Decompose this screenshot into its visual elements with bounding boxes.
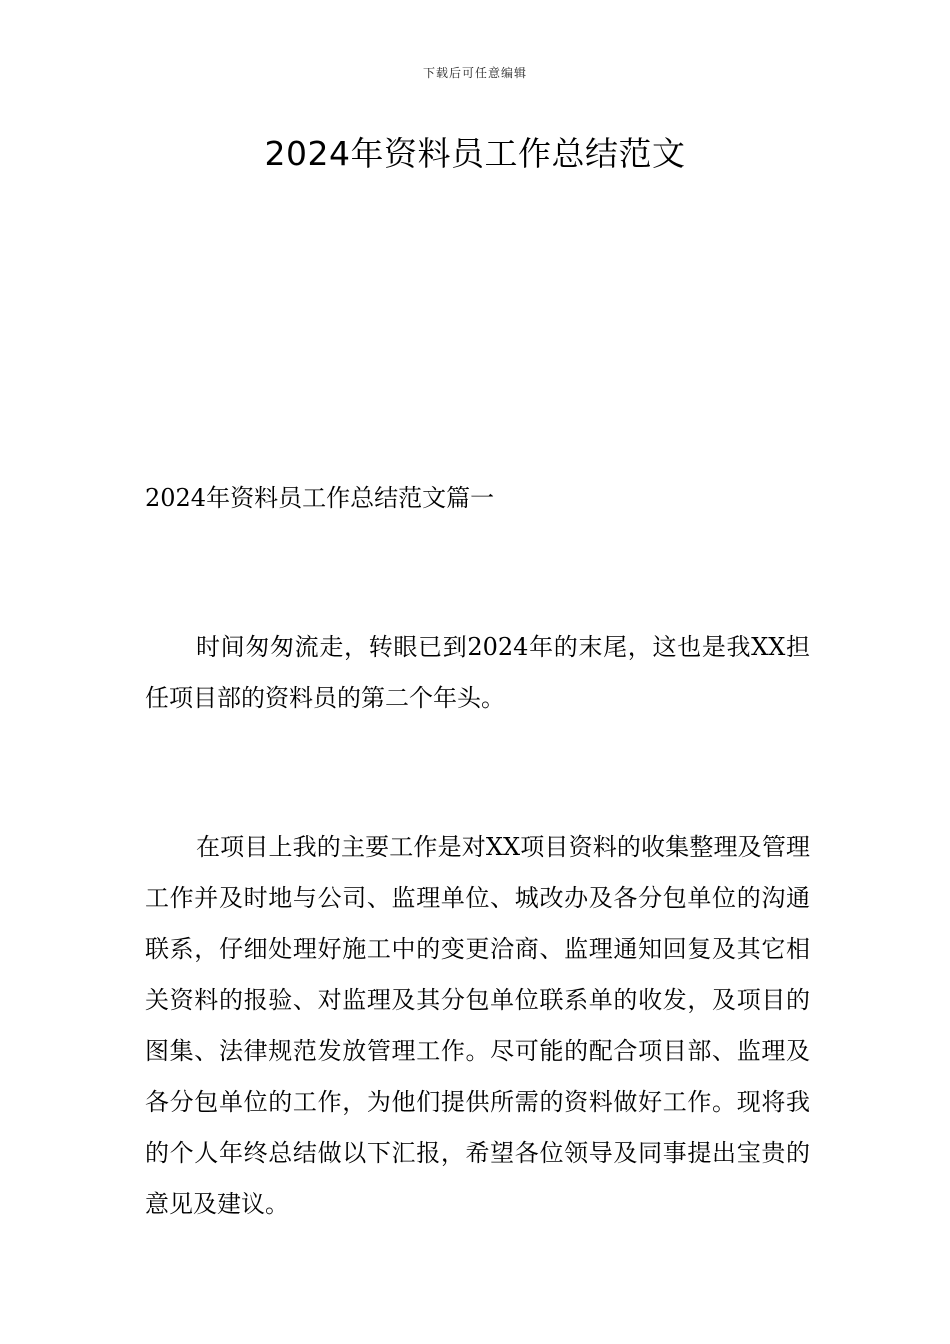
document-title: 2024年资料员工作总结范文 bbox=[264, 134, 686, 173]
header-note: 下载后可任意编辑 bbox=[422, 66, 527, 80]
body-paragraph: 时间匆匆流走，转眼已到2024年的末尾，这也是我XX担任项目部的资料员的第二个年头。 bbox=[145, 633, 810, 712]
body-paragraph: 在项目上我的主要工作是对XX项目资料的收集整理及管理工作并及时地与公司、监理单位、城改办及各分包单位的沟通联系，仔细处理好施工中的变更洽商、监理通知回复及其它相关资料的报验、对监理及其分包单位联系单的收发，及项目的图集、法律规范发放管理工作。尽可能的配合项目部、监理及各分包单位的工作，为他们提供所需的资料做好工作。现将我的个人年终总结做以下汇报，希望各位领导及同事提出宝贵的意见及建议。 bbox=[145, 833, 810, 1218]
section-heading: 2024年资料员工作总结范文篇一 bbox=[145, 484, 495, 512]
